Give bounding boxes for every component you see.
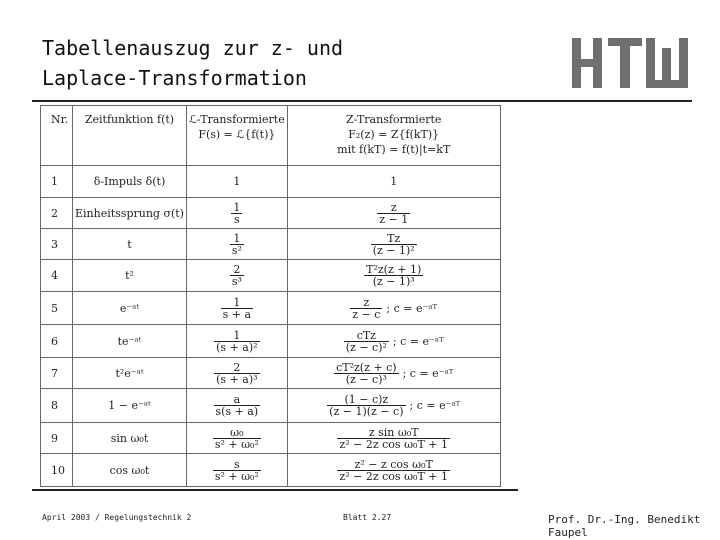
laplace-fraction	[213, 427, 261, 450]
laplace-fraction	[221, 297, 253, 320]
row-z	[287, 260, 500, 292]
row-z	[287, 198, 500, 229]
transform-table-wrap	[40, 105, 501, 487]
z-fraction	[344, 330, 389, 353]
z-fraction	[377, 202, 410, 225]
fraction-denominator: z² − 2z cos ω₀T + 1	[339, 469, 448, 483]
fraction-numerator: 1	[233, 328, 241, 342]
slide-title	[42, 33, 343, 93]
row-nr: 6	[41, 325, 73, 358]
fraction-denominator: (s + a)³	[216, 372, 258, 386]
z-constant-note: ; c = e⁻ᵃᵀ	[409, 399, 461, 412]
header-z-formula: F₂(z) = Z{f(kT)}	[348, 128, 440, 141]
slide-title-line-2: Laplace-Transformation	[42, 66, 307, 90]
header-laplace-title: ℒ-Transformierte	[188, 113, 285, 126]
row-z: 1	[287, 166, 500, 198]
row-zeitfunktion: 1 − e⁻ᵃᵗ	[73, 389, 187, 423]
fraction-numerator: 1	[233, 231, 241, 245]
laplace-fraction	[214, 362, 259, 385]
fraction-denominator: s³	[231, 275, 242, 288]
row-nr: 9	[41, 423, 73, 454]
fraction-denominator: (z − 1)²	[372, 243, 415, 257]
row-nr: 5	[41, 292, 73, 325]
fraction-numerator: ω₀	[230, 425, 244, 439]
row-z	[287, 358, 500, 389]
laplace-fraction	[214, 330, 259, 353]
header-z-condition: mit f(kT) = f(t)|t=kT	[337, 143, 451, 156]
table-row	[41, 166, 501, 198]
z-fraction	[337, 459, 450, 482]
z-constant-note: ; c = e⁻ᵃᵀ	[392, 334, 444, 348]
fraction-numerator: z	[363, 295, 370, 309]
fraction-numerator: s	[234, 457, 240, 471]
fraction-denominator: s² + ω₀²	[214, 437, 259, 451]
row-laplace	[186, 292, 287, 325]
fraction-numerator: z	[390, 200, 397, 214]
table-row	[41, 423, 501, 454]
laplace-fraction	[231, 202, 242, 225]
row-laplace	[186, 229, 287, 260]
row-z	[287, 423, 500, 454]
row-nr: 3	[41, 229, 73, 260]
row-z	[287, 292, 500, 325]
fraction-denominator: z² − 2z cos ω₀T + 1	[339, 437, 448, 451]
z-fraction	[371, 233, 417, 256]
row-laplace	[186, 260, 287, 292]
row-z	[287, 454, 500, 487]
row-z	[287, 325, 500, 358]
row-zeitfunktion: t	[73, 229, 187, 260]
row-zeitfunktion: t²	[73, 260, 187, 292]
htw-logo	[570, 38, 692, 88]
table-row	[41, 358, 501, 389]
header-z-title: Z-Transformierte	[345, 113, 442, 126]
z-fraction	[334, 362, 398, 385]
z-constant-note: ; c = e⁻ᵃᵀ	[386, 301, 438, 315]
row-nr: 1	[41, 166, 73, 198]
logo-text: HTW	[570, 38, 573, 39]
row-z	[287, 389, 500, 423]
table-row	[41, 389, 501, 423]
fraction-denominator: (z − 1)(z − c)	[329, 405, 404, 418]
header-laplace-formula: F(s) = ℒ{f(t)}	[198, 128, 276, 141]
fraction-denominator: s + a	[222, 307, 252, 321]
fraction-numerator: cTz	[356, 328, 376, 342]
header-laplace	[186, 106, 287, 166]
table-row	[41, 454, 501, 487]
table-row	[41, 325, 501, 358]
title-divider	[32, 100, 692, 102]
fraction-denominator: s² + ω₀²	[214, 469, 259, 483]
fraction-numerator: z sin ω₀T	[368, 425, 419, 439]
laplace-fraction	[230, 233, 244, 256]
fraction-numerator: 2	[233, 263, 241, 276]
z-constant-note: ; c = e⁻ᵃᵀ	[402, 366, 454, 380]
row-zeitfunktion: t²e⁻ᵃᵗ	[73, 358, 187, 389]
laplace-fraction	[213, 459, 261, 482]
laplace-fraction	[230, 264, 244, 287]
row-laplace	[186, 454, 287, 487]
fraction-numerator: a	[233, 393, 241, 406]
fraction-numerator: (1 − c)z	[344, 393, 389, 406]
fraction-numerator: Tz	[387, 231, 401, 245]
fraction-denominator: (z − 1)³	[372, 275, 415, 288]
row-laplace	[186, 325, 287, 358]
fraction-denominator: s(s + a)	[215, 405, 259, 418]
footer-date-course: April 2003 / Regelungstechnik 2	[42, 513, 192, 522]
fraction-numerator: 1	[233, 200, 241, 214]
z-fraction	[327, 394, 405, 417]
row-zeitfunktion: te⁻ᵃᵗ	[73, 325, 187, 358]
row-laplace: 1	[186, 166, 287, 198]
row-nr: 10	[41, 454, 73, 487]
fraction-denominator: z − c	[352, 307, 381, 321]
fraction-numerator: T²z(z + 1)	[366, 263, 422, 276]
fraction-denominator: z − 1	[379, 212, 409, 226]
table-row	[41, 198, 501, 229]
row-zeitfunktion: e⁻ᵃᵗ	[73, 292, 187, 325]
fraction-denominator: (s + a)²	[216, 340, 258, 354]
table-row	[41, 292, 501, 325]
fraction-denominator: (z − c)³	[345, 372, 387, 386]
row-laplace	[186, 358, 287, 389]
table-row	[41, 260, 501, 292]
fraction-numerator: 1	[233, 295, 241, 309]
fraction-denominator: s²	[231, 243, 242, 257]
slide-title-line-1: Tabellenauszug zur z- und	[42, 36, 344, 60]
footer-page-number: Blatt 2.27	[343, 513, 392, 522]
row-nr: 8	[41, 389, 73, 423]
transform-table	[40, 105, 501, 487]
laplace-fraction	[214, 394, 261, 417]
z-fraction	[364, 264, 423, 287]
z-fraction	[350, 297, 382, 320]
row-z	[287, 229, 500, 260]
fraction-denominator: s	[234, 212, 240, 226]
row-laplace	[186, 423, 287, 454]
fraction-denominator: (z − c)²	[345, 340, 387, 354]
row-laplace	[186, 389, 287, 423]
table-row	[41, 229, 501, 260]
header-zeitfunktion: Zeitfunktion f(t)	[73, 106, 187, 166]
row-zeitfunktion: Einheitssprung σ(t)	[73, 198, 187, 229]
row-nr: 2	[41, 198, 73, 229]
footer-author: Prof. Dr.-Ing. Benedikt Faupel	[548, 513, 701, 539]
row-laplace	[186, 198, 287, 229]
fraction-numerator: z² − z cos ω₀T	[354, 457, 433, 471]
row-zeitfunktion: δ-Impuls δ(t)	[73, 166, 187, 198]
header-nr: Nr.	[41, 106, 73, 166]
row-nr: 4	[41, 260, 73, 292]
row-nr: 7	[41, 358, 73, 389]
row-zeitfunktion: cos ω₀t	[73, 454, 187, 487]
table-header-row	[41, 106, 501, 166]
header-z	[287, 106, 500, 166]
fraction-numerator: 2	[233, 360, 241, 374]
fraction-numerator: cT²z(z + c)	[336, 360, 397, 374]
z-fraction	[337, 427, 450, 450]
table-bottom-rule	[32, 489, 518, 491]
row-zeitfunktion: sin ω₀t	[73, 423, 187, 454]
